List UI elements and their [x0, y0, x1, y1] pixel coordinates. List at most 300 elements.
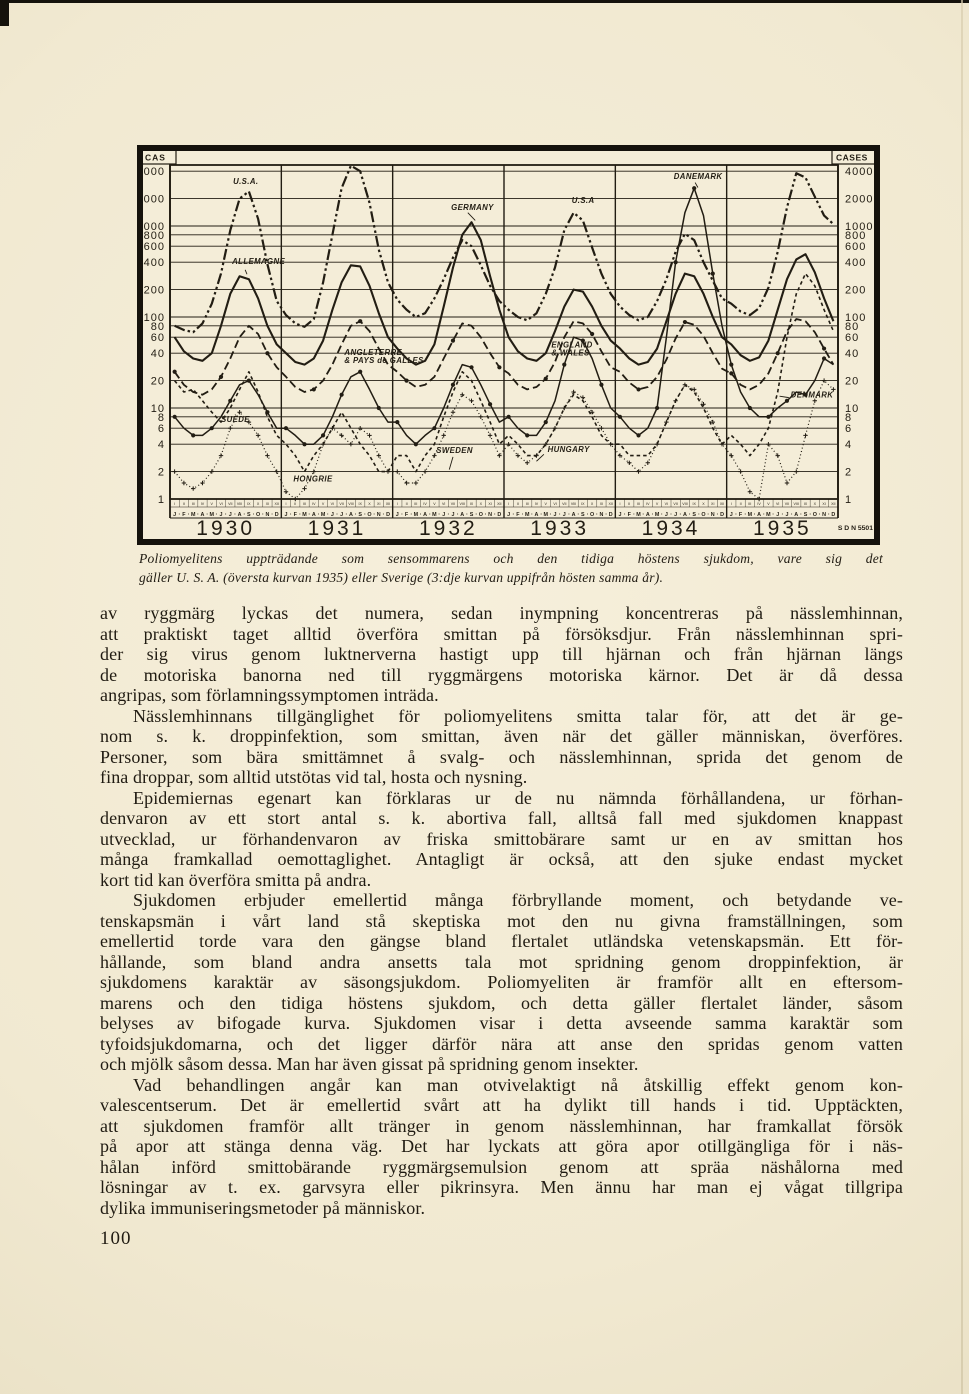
month-letter-tick: M: [413, 512, 419, 518]
month-letter-tick: J: [785, 512, 789, 518]
text-line: hållande, som bland andra ansetts tala mot spridning genom droppinfektion, är: [100, 951, 903, 972]
month-letter-tick: S: [581, 512, 585, 518]
month-letter-tick: J: [507, 512, 511, 518]
text-line: de motoriska banorna ned till ryggmärgens motoriska kärnor. Det är då dessa: [100, 664, 903, 685]
text-line: der sig virus genom luktnerverna hastigt upp till hjärnan och från hjärnan längs: [100, 644, 903, 664]
y-tick-left: 2: [157, 466, 165, 479]
month-roman-tick: V: [544, 502, 547, 506]
text-line: att sjukdomen framför allt tränger in genom nässlemhinnan, har framkallat försök: [100, 1115, 903, 1136]
month-roman-tick: II: [516, 502, 519, 506]
month-letter-tick: J: [228, 512, 232, 518]
marker-dot: [451, 339, 455, 343]
marker-dot: [590, 332, 594, 336]
y-tick-left: 1000: [137, 221, 165, 233]
y-tick-right: 400: [845, 257, 867, 270]
month-letter-tick: J: [776, 512, 780, 518]
month-letter-tick: J: [284, 512, 288, 518]
curve-label: [436, 446, 473, 455]
month-roman-tick: XII: [608, 502, 613, 506]
year-label: 1935: [752, 517, 812, 540]
marker-dot: [674, 260, 678, 264]
month-letter-tick: M: [766, 512, 771, 518]
month-letter-tick: F: [182, 512, 186, 518]
text-line: av ryggmärg lyckas det numera, sedan inympning koncentreras på nässlemhinnan,: [100, 603, 903, 623]
svg-text:GERMANY: GERMANY: [451, 202, 494, 212]
marker-dot: [599, 383, 603, 387]
text-line: belyses av bifogade kurva. Sjukdomen visar i detta avseende samma karaktär som: [100, 1013, 903, 1033]
month-roman-tick: VIII: [570, 502, 577, 506]
text-line: denvaron av ett stort antal s. k. abortiva fall, alltså fall med sjukdomen knappast: [100, 808, 903, 828]
y-tick-right: 1000: [845, 221, 874, 233]
month-letter-tick: O: [701, 512, 706, 518]
month-letter-tick: A: [348, 512, 353, 518]
text-line: kort tid kan överföra smitta på andra.: [100, 869, 372, 890]
month-roman-tick: I: [396, 502, 398, 506]
year-label: 1931: [307, 517, 367, 540]
svg-text:ENGLAND: ENGLAND: [551, 340, 593, 350]
marker-dot: [247, 379, 251, 383]
text-line: Nässlemhinnans tillgänglighet för poliomyelitens smitta talar för, att det är ge-: [133, 705, 903, 726]
month-roman-tick: IX: [692, 502, 696, 506]
y-tick-left: 2000: [137, 193, 165, 206]
text-line: fina droppar, som alltid utstötas vid tal, hosta och nysning.: [100, 767, 528, 787]
month-roman-tick: X: [590, 502, 594, 506]
month-letter-tick: S: [358, 512, 362, 518]
text-line: lösningar av t. ex. garvsyra eller pikrinsyra. Men ännu har man ej vågat tillgripa: [100, 1177, 903, 1197]
marker-dot: [683, 320, 687, 324]
month-roman-tick: IX: [247, 502, 251, 506]
month-roman-tick: I: [508, 502, 510, 506]
marker-dot: [692, 186, 696, 190]
svg-text:U.S.A.: U.S.A.: [233, 176, 259, 186]
marker-dot: [228, 399, 232, 403]
text-line: valescentserum. Det är emellertid svårt att ha dylikt till hands i tid. Upptäckten,: [100, 1095, 903, 1115]
month-roman-tick: I: [174, 502, 176, 506]
month-letter-tick: N: [599, 512, 604, 518]
month-letter-tick: O: [478, 512, 483, 518]
marker-dot: [729, 362, 733, 366]
marker-dot: [173, 370, 177, 374]
month-letter-tick: S: [247, 512, 251, 518]
svg-text:HONGRIE: HONGRIE: [293, 474, 333, 484]
text-line: tenskapsmän i vårt land stå skeptiska mot den nu givna framställningen, som: [100, 910, 903, 931]
paragraph: [100, 890, 903, 1075]
marker-dot: [358, 370, 362, 374]
month-letter-tick: A: [571, 512, 576, 518]
month-letter-tick: S: [803, 512, 808, 518]
month-letter-tick: A: [311, 512, 316, 518]
svg-text:U.S.A: U.S.A: [571, 195, 595, 205]
month-roman-tick: VII: [450, 502, 456, 506]
month-letter-tick: J: [340, 512, 344, 518]
month-roman-tick: X: [702, 502, 705, 506]
text-line: tyfoidsjukdomarna, och det ligger därför nära att anse den spridas genom vatten: [100, 1033, 903, 1054]
text-line: dylika immuniseringsmetoder på människor.: [100, 1197, 426, 1218]
month-roman-tick: X: [256, 502, 260, 506]
month-roman-tick: IV: [423, 502, 427, 506]
month-letter-tick: F: [516, 512, 520, 518]
month-letter-tick: M: [636, 512, 641, 518]
paper-edge-line: [961, 0, 963, 1394]
y-tick-left: 60: [150, 332, 165, 345]
y-tick-right: 200: [845, 284, 867, 297]
y-tick-left: 800: [143, 229, 165, 242]
marker-dot: [210, 426, 214, 430]
month-letter-tick: M: [747, 512, 753, 518]
month-letter-tick: A: [794, 512, 799, 518]
paragraph: [100, 706, 903, 788]
y-tick-left: 40: [150, 348, 165, 361]
month-letter-tick: M: [654, 512, 660, 518]
y-tick-right: 60: [845, 332, 860, 345]
month-roman-tick: III: [303, 502, 307, 506]
marker-dot: [321, 433, 325, 437]
marker-dot: [822, 356, 826, 360]
month-roman-tick: IX: [581, 502, 585, 506]
svg-text:& WALES: & WALES: [551, 348, 590, 358]
month-roman-tick: II: [294, 502, 297, 506]
chart-svg: [137, 145, 937, 545]
month-roman-tick: XI: [711, 502, 715, 506]
text-line: emellertid torde vara den gängse bland flertalet utländska vetenskapsmän. Ett för-: [100, 931, 903, 951]
month-letter-tick: J: [674, 512, 678, 518]
month-roman-tick: V: [210, 502, 213, 506]
curve-label: [674, 172, 724, 181]
marker-dot: [432, 426, 436, 430]
axis-unit-left: CAS: [145, 152, 166, 163]
marker-dot: [219, 375, 223, 379]
month-roman-tick: I: [285, 502, 287, 506]
month-roman-tick: VI: [664, 502, 669, 506]
month-roman-tick: I: [730, 502, 732, 506]
month-letter-tick: J: [553, 512, 557, 518]
month-letter-tick: J: [219, 512, 223, 518]
y-tick-left: 8: [157, 411, 165, 424]
y-tick-right: 600: [845, 241, 867, 254]
month-letter-tick: N: [488, 512, 493, 518]
month-roman-tick: X: [368, 502, 371, 506]
marker-dot: [766, 415, 770, 419]
y-tick-left: 10: [150, 403, 165, 415]
month-letter-tick: S: [692, 512, 696, 518]
marker-dot: [776, 351, 780, 355]
curve-label: [293, 475, 333, 484]
y-tick-left: 1: [157, 494, 165, 506]
year-label: 1933: [530, 517, 590, 540]
text-line: angripas, som förlamningssymptomen inträda.: [100, 685, 439, 705]
marker-dot: [711, 271, 715, 275]
polio-cases-chart: [137, 145, 937, 545]
month-letter-tick: D: [720, 512, 724, 518]
axis-unit-right: CASES: [836, 152, 868, 163]
month-roman-tick: II: [628, 502, 631, 506]
month-letter-tick: D: [608, 512, 613, 518]
marker-dot: [395, 420, 399, 424]
marker-dot: [525, 433, 529, 437]
month-letter-tick: M: [524, 512, 530, 518]
text-line: och mjölk såsom dessa. Man har även gissat på spridning genom insekter.: [100, 1054, 639, 1074]
text-line: på apor att stänga denna väg. Det har lyckats att göra apor otillgängliga för i näs-: [100, 1136, 903, 1156]
month-roman-tick: XII: [274, 502, 279, 506]
y-tick-right: 40: [845, 348, 860, 361]
month-roman-tick: VII: [228, 502, 233, 506]
y-tick-left: 20: [150, 375, 165, 388]
month-roman-tick: V: [655, 502, 659, 506]
text-line: nom s. k. droppinfektion, som smittan, även när det gäller människan, överföres.: [100, 726, 903, 746]
month-letter-tick: O: [367, 512, 372, 518]
month-roman-tick: III: [191, 502, 195, 506]
text-line: hålan införd smittobärande ryggmärgsemulsion genom att spräa näshålorna med: [100, 1156, 903, 1177]
svg-text:& PAYS de GALLES: & PAYS de GALLES: [344, 356, 424, 366]
paragraph: [100, 603, 903, 706]
y-tick-left: 4000: [137, 166, 165, 179]
month-roman-tick: VI: [330, 502, 335, 506]
month-letter-tick: M: [302, 512, 307, 518]
month-letter-tick: M: [209, 512, 214, 518]
y-tick-right: 800: [845, 229, 867, 242]
month-letter-tick: D: [497, 512, 502, 518]
y-tick-right: 2000: [845, 193, 874, 206]
svg-text:SUÈDE: SUÈDE: [221, 415, 250, 425]
month-roman-tick: IX: [469, 502, 474, 506]
month-roman-tick: III: [637, 502, 641, 506]
y-tick-left: 200: [143, 284, 165, 297]
month-letter-tick: M: [543, 512, 548, 518]
text-line: Vad behandlingen angår kan man otvivelaktigt nå åtskillig effekt genom kon-: [133, 1074, 903, 1095]
curve-label: [791, 391, 835, 400]
month-roman-tick: VI: [441, 502, 446, 506]
month-roman-tick: IV: [312, 502, 316, 506]
month-letter-tick: A: [237, 512, 242, 518]
y-tick-right: 1: [845, 494, 853, 506]
month-letter-tick: A: [757, 512, 762, 518]
marker-dot: [497, 365, 501, 369]
marker-dot: [312, 387, 316, 391]
month-letter-tick: A: [682, 512, 687, 518]
month-roman-tick: VIII: [348, 502, 354, 506]
month-letter-tick: N: [265, 512, 270, 518]
month-roman-tick: XI: [822, 502, 826, 506]
month-roman-tick: II: [739, 502, 742, 506]
marker-dot: [265, 351, 269, 355]
marker-dot: [358, 319, 362, 323]
month-letter-tick: D: [274, 512, 279, 518]
month-roman-tick: VII: [784, 502, 790, 506]
month-letter-tick: D: [386, 512, 390, 518]
month-letter-tick: M: [190, 512, 196, 518]
marker-dot: [488, 402, 492, 406]
month-roman-tick: X: [813, 502, 817, 506]
month-letter-tick: A: [200, 512, 205, 518]
text-line: många framkallad oemottaglighet. Antagligt är också, att den sjuke endast mycket: [100, 849, 903, 869]
month-letter-tick: N: [376, 512, 381, 518]
year-label: 1934: [641, 517, 701, 540]
y-tick-right: 80: [845, 320, 860, 333]
svg-text:SWEDEN: SWEDEN: [436, 446, 473, 456]
curve-label: [231, 257, 285, 266]
marker-dot: [544, 420, 548, 424]
curve-label: [221, 415, 250, 424]
plate-number: S D N 5501: [837, 525, 873, 532]
month-letter-tick: F: [738, 512, 743, 518]
text-line: marens och den tidiga höstens sjukdom, och detta gäller flertalet länder, såsom: [100, 992, 903, 1013]
marker-dot: [562, 362, 566, 366]
month-roman-tick: VIII: [236, 502, 243, 506]
month-roman-tick: V: [321, 502, 325, 506]
y-tick-right: 2: [845, 466, 853, 479]
year-label: 1932: [418, 517, 478, 540]
y-tick-left: 100: [143, 312, 165, 324]
marker-dot: [451, 383, 455, 387]
marker-dot: [748, 406, 752, 410]
month-letter-tick: J: [442, 512, 446, 518]
svg-text:DENMARK: DENMARK: [790, 390, 834, 400]
marker-dot: [618, 415, 622, 419]
month-roman-tick: V: [433, 502, 436, 506]
text-line: sjukdomens karaktär av säsongsjukdom. Poliomyeliten är framför allt en eftersom-: [100, 972, 903, 992]
month-roman-tick: III: [748, 502, 752, 506]
month-letter-tick: J: [395, 512, 399, 518]
month-roman-tick: XII: [385, 502, 391, 506]
month-roman-tick: X: [479, 502, 483, 506]
month-roman-tick: VIII: [682, 502, 688, 506]
curve-label: [572, 196, 595, 205]
month-letter-tick: F: [293, 512, 297, 518]
month-letter-tick: F: [404, 512, 409, 518]
month-roman-tick: VI: [775, 502, 780, 506]
y-tick-right: 8: [845, 411, 853, 424]
month-roman-tick: II: [182, 502, 185, 506]
y-tick-right: 10: [845, 403, 860, 415]
marker-dot: [191, 433, 195, 437]
y-tick-right: 6: [845, 423, 853, 436]
month-roman-tick: VIII: [793, 502, 799, 506]
month-roman-tick: XI: [488, 502, 492, 506]
marker-dot: [636, 433, 640, 437]
curve-label: [233, 177, 258, 186]
month-letter-tick: S: [469, 512, 474, 518]
caption-line: Poliomyelitens uppträdande som sensommarens och den tidiga höstens sjukdom, vare sig det: [139, 551, 883, 566]
marker-dot: [340, 393, 344, 397]
svg-text:ALLEMAGNE: ALLEMAGNE: [232, 257, 286, 267]
y-tick-right: 20: [845, 375, 860, 388]
svg-text:DANEMARK: DANEMARK: [673, 171, 723, 181]
month-letter-tick: A: [645, 512, 650, 518]
scan-edge-artifact: [0, 0, 969, 3]
page-number: 100: [100, 1228, 132, 1249]
marker-dot: [544, 377, 548, 381]
y-tick-left: 400: [143, 257, 165, 270]
year-label: 1930: [196, 517, 256, 540]
scan-corner-artifact: [0, 0, 9, 26]
month-roman-tick: V: [767, 502, 770, 506]
month-letter-tick: O: [812, 512, 817, 518]
month-roman-tick: IX: [803, 502, 808, 506]
text-line: Sjukdomen erbjuder emellertid många förbryllande moment, och betydande ve-: [133, 890, 903, 910]
svg-text:HUNGARY: HUNGARY: [547, 444, 590, 454]
month-roman-tick: I: [619, 502, 621, 506]
month-roman-tick: III: [525, 502, 529, 506]
month-letter-tick: A: [423, 512, 428, 518]
month-roman-tick: VII: [562, 502, 567, 506]
month-roman-tick: XII: [831, 502, 836, 506]
month-roman-tick: II: [405, 502, 408, 506]
y-tick-left: 80: [150, 320, 165, 333]
marker-dot: [404, 379, 408, 383]
text-line: att praktiskt taget alltid överföra smittan på försöksdjur. Från nässlemhinnan spri-: [100, 623, 903, 644]
text-line: Personer, som bära smittämnet å svalg- och nässlemhinnan, sprida det genom de: [100, 746, 903, 767]
month-roman-tick: VII: [673, 502, 678, 506]
y-tick-left: 6: [157, 423, 165, 436]
month-letter-tick: O: [256, 512, 261, 518]
marker-dot: [636, 387, 640, 391]
month-roman-tick: VI: [219, 502, 223, 506]
month-letter-tick: J: [618, 512, 622, 518]
month-roman-tick: VIII: [459, 502, 465, 506]
y-tick-right: 100: [845, 312, 867, 324]
paragraph: [100, 788, 903, 891]
month-letter-tick: J: [664, 512, 668, 518]
month-letter-tick: F: [627, 512, 631, 518]
month-roman-tick: XII: [497, 502, 502, 506]
month-letter-tick: J: [729, 512, 733, 518]
marker-dot: [173, 415, 177, 419]
month-letter-tick: M: [320, 512, 326, 518]
marker-dot: [469, 365, 473, 369]
marker-dot: [785, 399, 789, 403]
body-text: [100, 603, 903, 1218]
month-letter-tick: J: [330, 512, 334, 518]
curve-label: [551, 341, 592, 358]
marker-dot: [284, 426, 288, 430]
month-roman-tick: VI: [553, 502, 557, 506]
marker-dot: [729, 371, 733, 375]
text-line: Epidemiernas egenart kan förklaras ur de nu nämnda förhållandena, ur förhan-: [133, 787, 903, 808]
month-roman-tick: IX: [358, 502, 362, 506]
month-letter-tick: N: [710, 512, 715, 518]
month-letter-tick: M: [432, 512, 437, 518]
month-roman-tick: VII: [339, 502, 344, 506]
month-roman-tick: III: [414, 502, 418, 506]
marker-dot: [655, 406, 659, 410]
y-tick-right: 4000: [845, 166, 874, 179]
caption-line: gäller U. S. A. (översta kurvan 1935) eller Sverige (3:dje kurvan uppifrån hösten samma år).: [139, 570, 664, 585]
marker-dot: [302, 442, 306, 446]
month-roman-tick: XI: [599, 502, 604, 506]
month-roman-tick: XII: [719, 502, 725, 506]
curve-label: [548, 445, 590, 454]
month-roman-tick: IV: [757, 502, 761, 506]
figure-caption: [139, 549, 883, 587]
month-letter-tick: J: [562, 512, 566, 518]
marker-dot: [414, 442, 418, 446]
month-roman-tick: IV: [534, 502, 539, 506]
month-letter-tick: A: [534, 512, 539, 518]
month-roman-tick: XI: [377, 502, 381, 506]
paragraph: [100, 1075, 903, 1219]
month-letter-tick: O: [590, 512, 595, 518]
month-letter-tick: J: [451, 512, 455, 518]
month-roman-tick: IV: [200, 502, 205, 506]
y-tick-left: 600: [143, 241, 165, 254]
month-letter-tick: A: [460, 512, 465, 518]
month-roman-tick: IV: [646, 502, 650, 506]
svg-text:ANGLETERRE: ANGLETERRE: [344, 348, 403, 358]
y-tick-right: 4: [845, 439, 853, 452]
month-letter-tick: D: [831, 512, 836, 518]
month-roman-tick: XI: [265, 502, 270, 506]
text-line: utvecklad, ur förhandenvaron av friska smittobärare samt ur en av smittan hos: [100, 828, 903, 849]
